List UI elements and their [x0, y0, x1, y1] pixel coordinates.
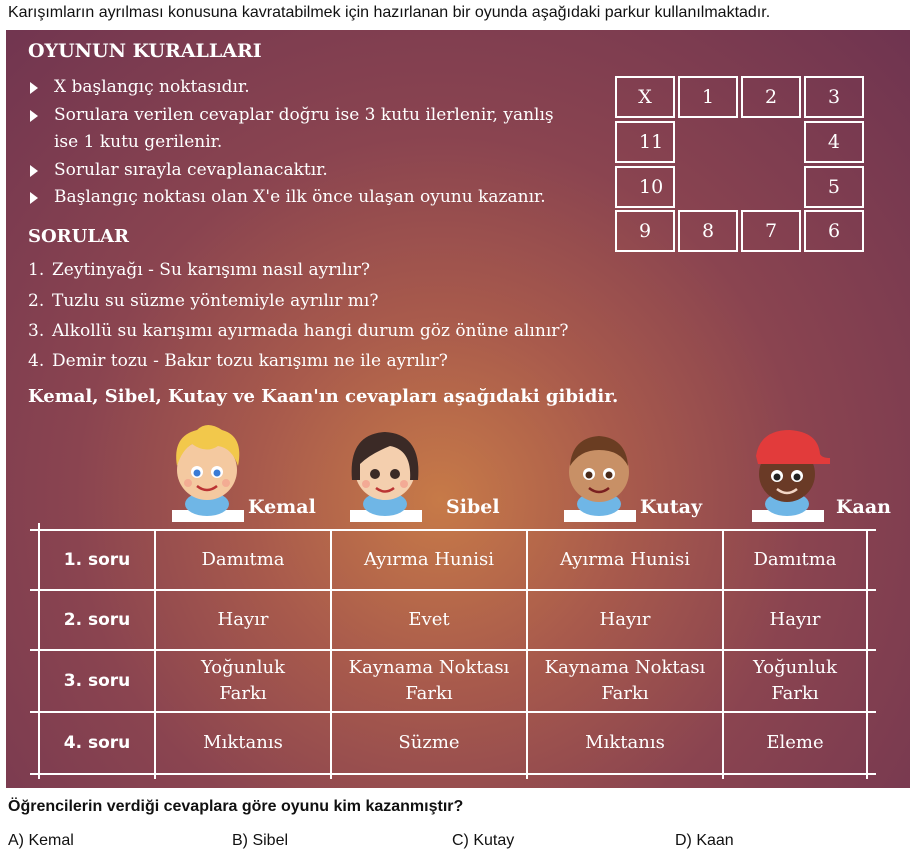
board-cell: 1 [678, 76, 738, 118]
answer-cell: Eleme [766, 732, 824, 753]
answer-cell: Damıtma [753, 549, 837, 570]
question-item: 1. Zeytinyağı - Su karışımı nasıl ayrılır? [28, 260, 370, 280]
questions-title: SORULAR [28, 226, 129, 247]
question-item: 4. Demir tozu - Bakır tozu karışımı ne ile ayrılır? [28, 351, 448, 371]
board-cell: 5 [804, 166, 864, 208]
answer-cell: Evet [408, 609, 450, 630]
board-cell: 11 [615, 121, 675, 163]
board-cell: 6 [804, 210, 864, 252]
answer-cell: Mıktanıs [585, 732, 665, 753]
answers-intro: Kemal, Sibel, Kutay ve Kaan'ın cevapları aşağıdaki gibidir. [28, 386, 619, 407]
board-cell: 7 [741, 210, 801, 252]
answer-cell: Damıtma [201, 549, 285, 570]
question-text: Öğrencilerin verdiği cevaplara göre oyunu kim kazanmıştır? [8, 798, 464, 815]
game-panel: OYUNUN KURALLARI X başlangıç noktasıdır. Sorulara verilen cevaplar doğru ise 3 kutu ilerlenir, yanlış ise 1 kutu gerilenir. Sorular sırayla cevaplanacaktır. Başlangıç noktası olan X'e ilk önce ulaşan oyunu kazanır. SORULAR 1. Zeytinyağı - Su karışımı nasıl ayrılır? 2. Tuzlu su süzme yöntemiyle ayrılır mı? 3. Alkollü su karışımı ayırmada hangi durum göz önüne alınır? 4. Demir tozu - Bakır tozu karışımı ne ile ayrılır? X 1 2 3 4 5 9 8 7 6 11 10 Kemal, Sibel, Kutay ve Kaan'ın cevapları aşağıdaki gibidir. Kemal Sibel Kutay Kaan 1. soru 2. soru 3. soru 4. soru Damıtma Ayırma Hunisi Ayırma Hunisi Damıtma Hayır Evet Hayır Hayır Yoğunluk Farkı Kaynama Noktası Farkı Kaynama Noktası Farkı Yoğunluk Farkı Mıktanıs Süzme Mıktanıs Eleme [6, 30, 910, 788]
board-cell: 10 [615, 166, 675, 208]
kaan-avatar [742, 422, 832, 522]
option-c[interactable]: C) Kutay [452, 832, 515, 849]
answer-cell: Hayır [599, 609, 651, 630]
intro-text: Karışımların ayrılması konusuna kavratabilmek için hazırlanan bir oyunda aşağıdaki parkur kullanılmaktadır. [8, 4, 771, 21]
row-label-soru-4: 4. soru [63, 733, 131, 753]
answer-cell: Ayırma Hunisi [560, 549, 690, 570]
option-b[interactable]: B) Sibel [232, 832, 289, 849]
bullet-icon [30, 192, 38, 204]
student-name-kaan: Kaan [836, 496, 891, 518]
bullet-icon [30, 165, 38, 177]
bullet-icon [30, 110, 38, 122]
student-name-kemal: Kemal [248, 496, 316, 518]
answer-cell: Ayırma Hunisi [364, 549, 494, 570]
answer-cell: Hayır [769, 609, 821, 630]
answer-cell: Yoğunluk Farkı [200, 657, 286, 704]
question-item: 2. Tuzlu su süzme yöntemiyle ayrılır mı? [28, 291, 379, 311]
answer-cell: Süzme [398, 732, 460, 753]
answer-cell: Mıktanıs [203, 732, 283, 753]
bullet-icon [30, 82, 38, 94]
student-name-kutay: Kutay [640, 496, 703, 518]
option-a[interactable]: A) Kemal [8, 832, 74, 849]
rules-title: OYUNUN KURALLARI [28, 40, 262, 62]
board-cell: 9 [615, 210, 675, 252]
student-name-sibel: Sibel [446, 496, 500, 518]
kemal-avatar [162, 418, 252, 522]
row-label-soru-3: 3. soru [63, 671, 131, 691]
board-cell-start: X [615, 76, 675, 118]
board-cell: 4 [804, 121, 864, 163]
game-board [615, 76, 867, 254]
answer-cell: Kaynama Noktası Farkı [544, 657, 706, 704]
board-cell: 3 [804, 76, 864, 118]
board-cell: 2 [741, 76, 801, 118]
kutay-avatar [554, 426, 644, 522]
option-d[interactable]: D) Kaan [675, 832, 734, 849]
question-item: 3. Alkollü su karışımı ayırmada hangi durum göz önüne alınır? [28, 321, 569, 341]
answer-cell: Hayır [217, 609, 269, 630]
answer-cell: Yoğunluk Farkı [752, 657, 838, 704]
answer-cell: Kaynama Noktası Farkı [348, 657, 510, 704]
board-cell: 8 [678, 210, 738, 252]
sibel-avatar [340, 420, 430, 522]
row-label-soru-1: 1. soru [63, 550, 131, 570]
answers-table [30, 529, 876, 777]
row-label-soru-2: 2. soru [63, 610, 131, 630]
